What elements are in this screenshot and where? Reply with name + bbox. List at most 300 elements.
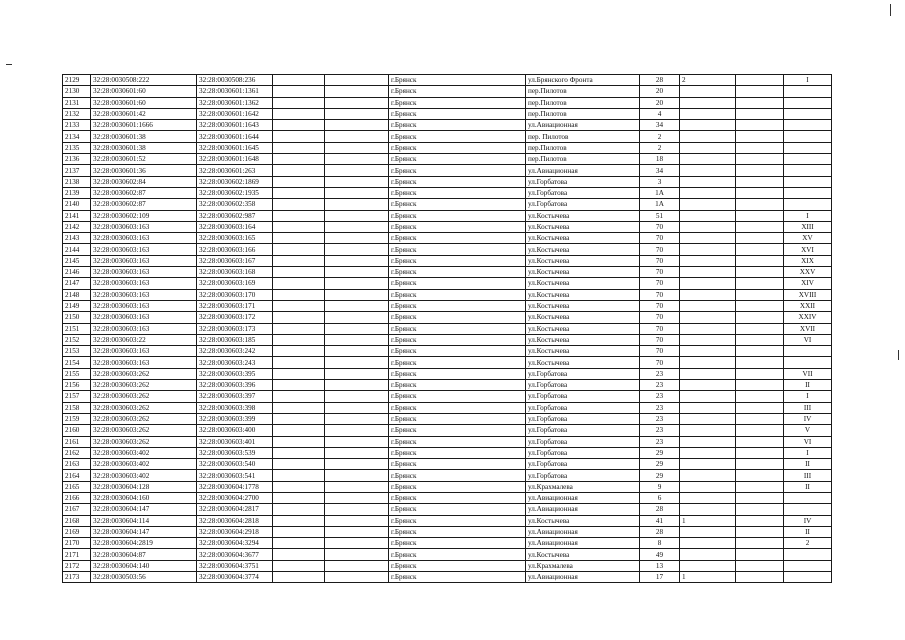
empty-cell (325, 210, 389, 221)
cadastral-number-object: 32:28:0030603:166 (197, 244, 273, 255)
empty-cell (325, 323, 389, 334)
row-number: 2144 (63, 244, 91, 255)
building-number (680, 492, 736, 503)
city: г.Брянск (389, 154, 526, 165)
cadastral-number-parcel: 32:28:0030604:2819 (91, 538, 197, 549)
empty-cell (325, 504, 389, 515)
empty-cell (325, 289, 389, 300)
table-row (63, 447, 832, 458)
empty-cell (736, 221, 784, 232)
row-number: 2164 (63, 470, 91, 481)
table-row (63, 481, 832, 492)
premise-number (784, 108, 832, 119)
premise-number: I (784, 391, 832, 402)
empty-cell (736, 142, 784, 153)
empty-cell (736, 391, 784, 402)
row-number: 2142 (63, 221, 91, 232)
empty-cell (736, 165, 784, 176)
premise-number (784, 346, 832, 357)
row-number: 2135 (63, 142, 91, 153)
city: г.Брянск (389, 481, 526, 492)
city: г.Брянск (389, 538, 526, 549)
empty-cell (273, 131, 325, 142)
row-number: 2161 (63, 436, 91, 447)
street: ул.Костычева (526, 312, 640, 323)
empty-cell (736, 244, 784, 255)
street: ул.Авиационная (526, 538, 640, 549)
house-number: 70 (640, 312, 680, 323)
building-number (680, 210, 736, 221)
street: ул.Горбатова (526, 470, 640, 481)
city: г.Брянск (389, 97, 526, 108)
empty-cell (736, 470, 784, 481)
city: г.Брянск (389, 425, 526, 436)
cadastral-number-parcel: 32:28:0030604:147 (91, 504, 197, 515)
row-number: 2150 (63, 312, 91, 323)
house-number: 1А (640, 187, 680, 198)
city: г.Брянск (389, 504, 526, 515)
empty-cell (736, 436, 784, 447)
building-number (680, 199, 736, 210)
building-number (680, 120, 736, 131)
empty-cell (736, 504, 784, 515)
house-number: 3 (640, 176, 680, 187)
cadastral-number-parcel: 32:28:0030603:262 (91, 436, 197, 447)
city: г.Брянск (389, 255, 526, 266)
cadastral-number-object: 32:28:0030601:1645 (197, 142, 273, 153)
empty-cell (273, 391, 325, 402)
empty-cell (273, 402, 325, 413)
table-row (63, 120, 832, 131)
street: пер.Пилотов (526, 142, 640, 153)
table-row (63, 154, 832, 165)
empty-cell (273, 357, 325, 368)
premise-number: XVIII (784, 289, 832, 300)
empty-cell (736, 278, 784, 289)
table-row (63, 380, 832, 391)
building-number (680, 459, 736, 470)
cadastral-number-parcel: 32:28:0030601:38 (91, 131, 197, 142)
city: г.Брянск (389, 402, 526, 413)
house-number: 23 (640, 436, 680, 447)
premise-number: II (784, 526, 832, 537)
empty-cell (325, 244, 389, 255)
empty-cell (736, 560, 784, 571)
empty-cell (273, 312, 325, 323)
building-number (680, 402, 736, 413)
empty-cell (325, 346, 389, 357)
house-number: 29 (640, 470, 680, 481)
empty-cell (736, 187, 784, 198)
scan-mark-left (6, 64, 12, 65)
building-number (680, 380, 736, 391)
city: г.Брянск (389, 368, 526, 379)
cadastral-number-object: 32:28:0030603:173 (197, 323, 273, 334)
building-number (680, 289, 736, 300)
street: ул.Горбатова (526, 380, 640, 391)
premise-number (784, 176, 832, 187)
empty-cell (325, 233, 389, 244)
empty-cell (273, 210, 325, 221)
empty-cell (273, 492, 325, 503)
city: г.Брянск (389, 300, 526, 311)
cadastral-number-parcel: 32:28:0030604:160 (91, 492, 197, 503)
cadastral-number-object: 32:28:0030601:1361 (197, 86, 273, 97)
street: ул.Горбатова (526, 187, 640, 198)
row-number: 2131 (63, 97, 91, 108)
table-row (63, 131, 832, 142)
empty-cell (736, 312, 784, 323)
empty-cell (325, 560, 389, 571)
empty-cell (736, 526, 784, 537)
table-row (63, 346, 832, 357)
cadastral-number-parcel: 32:28:0030503:56 (91, 572, 197, 583)
table-row (63, 538, 832, 549)
city: г.Брянск (389, 221, 526, 232)
building-number (680, 391, 736, 402)
row-number: 2141 (63, 210, 91, 221)
table-row (63, 199, 832, 210)
cadastral-number-parcel: 32:28:0030604:147 (91, 526, 197, 537)
cadastral-number-object: 32:28:0030603:395 (197, 368, 273, 379)
street: ул.Костычева (526, 289, 640, 300)
house-number: 70 (640, 300, 680, 311)
house-number: 17 (640, 572, 680, 583)
building-number: 1 (680, 515, 736, 526)
table-row (63, 549, 832, 560)
premise-number (784, 165, 832, 176)
building-number (680, 255, 736, 266)
empty-cell (273, 447, 325, 458)
building-number (680, 481, 736, 492)
empty-cell (736, 481, 784, 492)
empty-cell (736, 357, 784, 368)
empty-cell (273, 120, 325, 131)
premise-number: IV (784, 515, 832, 526)
empty-cell (736, 402, 784, 413)
city: г.Брянск (389, 572, 526, 583)
empty-cell (325, 120, 389, 131)
city: г.Брянск (389, 459, 526, 470)
cadastral-number-parcel: 32:28:0030603:402 (91, 459, 197, 470)
table-row (63, 187, 832, 198)
street: ул.Горбатова (526, 391, 640, 402)
row-number: 2129 (63, 75, 91, 86)
empty-cell (736, 380, 784, 391)
table-row (63, 278, 832, 289)
empty-cell (273, 187, 325, 198)
empty-cell (273, 425, 325, 436)
cadastral-number-parcel: 32:28:0030603:163 (91, 323, 197, 334)
empty-cell (273, 334, 325, 345)
empty-cell (736, 131, 784, 142)
building-number (680, 131, 736, 142)
street: ул.Горбатова (526, 459, 640, 470)
empty-cell (736, 176, 784, 187)
house-number: 29 (640, 459, 680, 470)
premise-number: III (784, 402, 832, 413)
row-number: 2149 (63, 300, 91, 311)
street: ул.Костычева (526, 221, 640, 232)
empty-cell (273, 278, 325, 289)
cadastral-number-parcel: 32:28:0030601:42 (91, 108, 197, 119)
row-number: 2152 (63, 334, 91, 345)
cadastral-number-parcel: 32:28:0030601:36 (91, 165, 197, 176)
house-number: 23 (640, 425, 680, 436)
row-number: 2153 (63, 346, 91, 357)
cadastral-number-parcel: 32:28:0030601:52 (91, 154, 197, 165)
empty-cell (325, 436, 389, 447)
table-row (63, 255, 832, 266)
city: г.Брянск (389, 380, 526, 391)
row-number: 2137 (63, 165, 91, 176)
empty-cell (325, 413, 389, 424)
building-number (680, 165, 736, 176)
row-number: 2167 (63, 504, 91, 515)
city: г.Брянск (389, 86, 526, 97)
premise-number: VI (784, 334, 832, 345)
street: ул.Авиационная (526, 492, 640, 503)
house-number: 9 (640, 481, 680, 492)
building-number (680, 425, 736, 436)
house-number: 70 (640, 255, 680, 266)
house-number: 34 (640, 120, 680, 131)
table-row (63, 75, 832, 86)
row-number: 2165 (63, 481, 91, 492)
house-number: 70 (640, 346, 680, 357)
cadastral-number-object: 32:28:0030601:263 (197, 165, 273, 176)
empty-cell (736, 572, 784, 583)
premise-number: XXIV (784, 312, 832, 323)
street: ул.Горбатова (526, 368, 640, 379)
city: г.Брянск (389, 289, 526, 300)
empty-cell (736, 255, 784, 266)
table-row (63, 176, 832, 187)
cadastral-number-parcel: 32:28:0030603:22 (91, 334, 197, 345)
empty-cell (273, 199, 325, 210)
empty-cell (325, 549, 389, 560)
house-number: 70 (640, 233, 680, 244)
building-number (680, 312, 736, 323)
empty-cell (325, 312, 389, 323)
building-number (680, 470, 736, 481)
table-row (63, 492, 832, 503)
cadastral-number-object: 32:28:0030602:987 (197, 210, 273, 221)
city: г.Брянск (389, 470, 526, 481)
row-number: 2132 (63, 108, 91, 119)
empty-cell (273, 75, 325, 86)
city: г.Брянск (389, 176, 526, 187)
street: ул.Костычева (526, 267, 640, 278)
building-number (680, 436, 736, 447)
empty-cell (273, 459, 325, 470)
premise-number: XIV (784, 278, 832, 289)
premise-number (784, 154, 832, 165)
empty-cell (736, 289, 784, 300)
empty-cell (325, 108, 389, 119)
table-row (63, 323, 832, 334)
empty-cell (273, 267, 325, 278)
cadastral-number-object: 32:28:0030604:3294 (197, 538, 273, 549)
house-number: 8 (640, 538, 680, 549)
cadastral-number-parcel: 32:28:0030603:163 (91, 300, 197, 311)
premise-number: I (784, 210, 832, 221)
empty-cell (736, 334, 784, 345)
cadastral-number-parcel: 32:28:0030604:87 (91, 549, 197, 560)
row-number: 2173 (63, 572, 91, 583)
city: г.Брянск (389, 210, 526, 221)
table-row (63, 470, 832, 481)
house-number: 70 (640, 323, 680, 334)
house-number: 70 (640, 267, 680, 278)
table-row (63, 142, 832, 153)
cadastral-number-parcel: 32:28:0030603:262 (91, 402, 197, 413)
building-number (680, 560, 736, 571)
city: г.Брянск (389, 131, 526, 142)
cadastral-number-object: 32:28:0030508:236 (197, 75, 273, 86)
cadastral-number-object: 32:28:0030603:185 (197, 334, 273, 345)
city: г.Брянск (389, 413, 526, 424)
city: г.Брянск (389, 187, 526, 198)
table-row (63, 300, 832, 311)
house-number: 70 (640, 221, 680, 232)
premise-number: XIII (784, 221, 832, 232)
cadastral-number-object: 32:28:0030604:1778 (197, 481, 273, 492)
register-body (63, 75, 832, 583)
cadastral-number-object: 32:28:0030601:1642 (197, 108, 273, 119)
row-number: 2170 (63, 538, 91, 549)
empty-cell (325, 176, 389, 187)
empty-cell (273, 481, 325, 492)
empty-cell (736, 413, 784, 424)
cadastral-number-parcel: 32:28:0030601:1666 (91, 120, 197, 131)
premise-number: XV (784, 233, 832, 244)
table-row (63, 402, 832, 413)
city: г.Брянск (389, 323, 526, 334)
building-number (680, 278, 736, 289)
cadastral-number-parcel: 32:28:0030603:163 (91, 357, 197, 368)
row-number: 2171 (63, 549, 91, 560)
row-number: 2158 (63, 402, 91, 413)
house-number: 23 (640, 402, 680, 413)
row-number: 2156 (63, 380, 91, 391)
building-number (680, 504, 736, 515)
empty-cell (736, 97, 784, 108)
cadastral-number-parcel: 32:28:0030603:402 (91, 447, 197, 458)
cadastral-number-object: 32:28:0030604:3751 (197, 560, 273, 571)
cadastral-number-parcel: 32:28:0030603:163 (91, 244, 197, 255)
table-row (63, 86, 832, 97)
premise-number: II (784, 380, 832, 391)
city: г.Брянск (389, 142, 526, 153)
house-number: 23 (640, 391, 680, 402)
empty-cell (736, 459, 784, 470)
house-number: 51 (640, 210, 680, 221)
table-row (63, 244, 832, 255)
cadastral-number-parcel: 32:28:0030603:163 (91, 289, 197, 300)
building-number (680, 413, 736, 424)
building-number (680, 368, 736, 379)
cadastral-number-parcel: 32:28:0030601:60 (91, 86, 197, 97)
city: г.Брянск (389, 120, 526, 131)
cadastral-number-object: 32:28:0030603:539 (197, 447, 273, 458)
cadastral-number-object: 32:28:0030603:168 (197, 267, 273, 278)
scan-mark-top-right (890, 4, 891, 16)
empty-cell (273, 300, 325, 311)
cadastral-number-object: 32:28:0030603:396 (197, 380, 273, 391)
house-number: 1А (640, 199, 680, 210)
building-number (680, 346, 736, 357)
empty-cell (325, 75, 389, 86)
empty-cell (736, 538, 784, 549)
cadastral-number-object: 32:28:0030604:2918 (197, 526, 273, 537)
row-number: 2166 (63, 492, 91, 503)
empty-cell (736, 368, 784, 379)
empty-cell (273, 255, 325, 266)
cadastral-number-parcel: 32:28:0030603:163 (91, 267, 197, 278)
empty-cell (325, 165, 389, 176)
house-number: 70 (640, 244, 680, 255)
cadastral-number-parcel: 32:28:0030601:38 (91, 142, 197, 153)
house-number: 41 (640, 515, 680, 526)
empty-cell (325, 267, 389, 278)
empty-cell (273, 244, 325, 255)
city: г.Брянск (389, 492, 526, 503)
empty-cell (325, 515, 389, 526)
table-row (63, 526, 832, 537)
building-number (680, 323, 736, 334)
empty-cell (736, 346, 784, 357)
row-number: 2154 (63, 357, 91, 368)
cadastral-number-parcel: 32:28:0030603:262 (91, 425, 197, 436)
building-number: 2 (680, 75, 736, 86)
empty-cell (325, 154, 389, 165)
street: ул.Горбатова (526, 413, 640, 424)
row-number: 2133 (63, 120, 91, 131)
building-number (680, 334, 736, 345)
cadastral-number-parcel: 32:28:0030603:262 (91, 413, 197, 424)
cadastral-number-object: 32:28:0030603:399 (197, 413, 273, 424)
empty-cell (273, 515, 325, 526)
house-number: 23 (640, 380, 680, 391)
street: пер.Пилотов (526, 86, 640, 97)
street: ул.Авиационная (526, 572, 640, 583)
city: г.Брянск (389, 233, 526, 244)
cadastral-number-parcel: 32:28:0030603:163 (91, 255, 197, 266)
premise-number: XVII (784, 323, 832, 334)
empty-cell (273, 86, 325, 97)
row-number: 2146 (63, 267, 91, 278)
table-row (63, 97, 832, 108)
premise-number: 2 (784, 538, 832, 549)
street: ул.Горбатова (526, 447, 640, 458)
empty-cell (325, 470, 389, 481)
table-row (63, 108, 832, 119)
building-number (680, 233, 736, 244)
premise-number: III (784, 470, 832, 481)
house-number: 2 (640, 131, 680, 142)
cadastral-number-parcel: 32:28:0030603:163 (91, 278, 197, 289)
row-number: 2169 (63, 526, 91, 537)
table-row (63, 221, 832, 232)
house-number: 28 (640, 504, 680, 515)
empty-cell (273, 470, 325, 481)
cadastral-number-object: 32:28:0030603:540 (197, 459, 273, 470)
row-number: 2172 (63, 560, 91, 571)
street: ул.Брянского Фронта (526, 75, 640, 86)
cadastral-number-parcel: 32:28:0030603:402 (91, 470, 197, 481)
premise-number (784, 357, 832, 368)
